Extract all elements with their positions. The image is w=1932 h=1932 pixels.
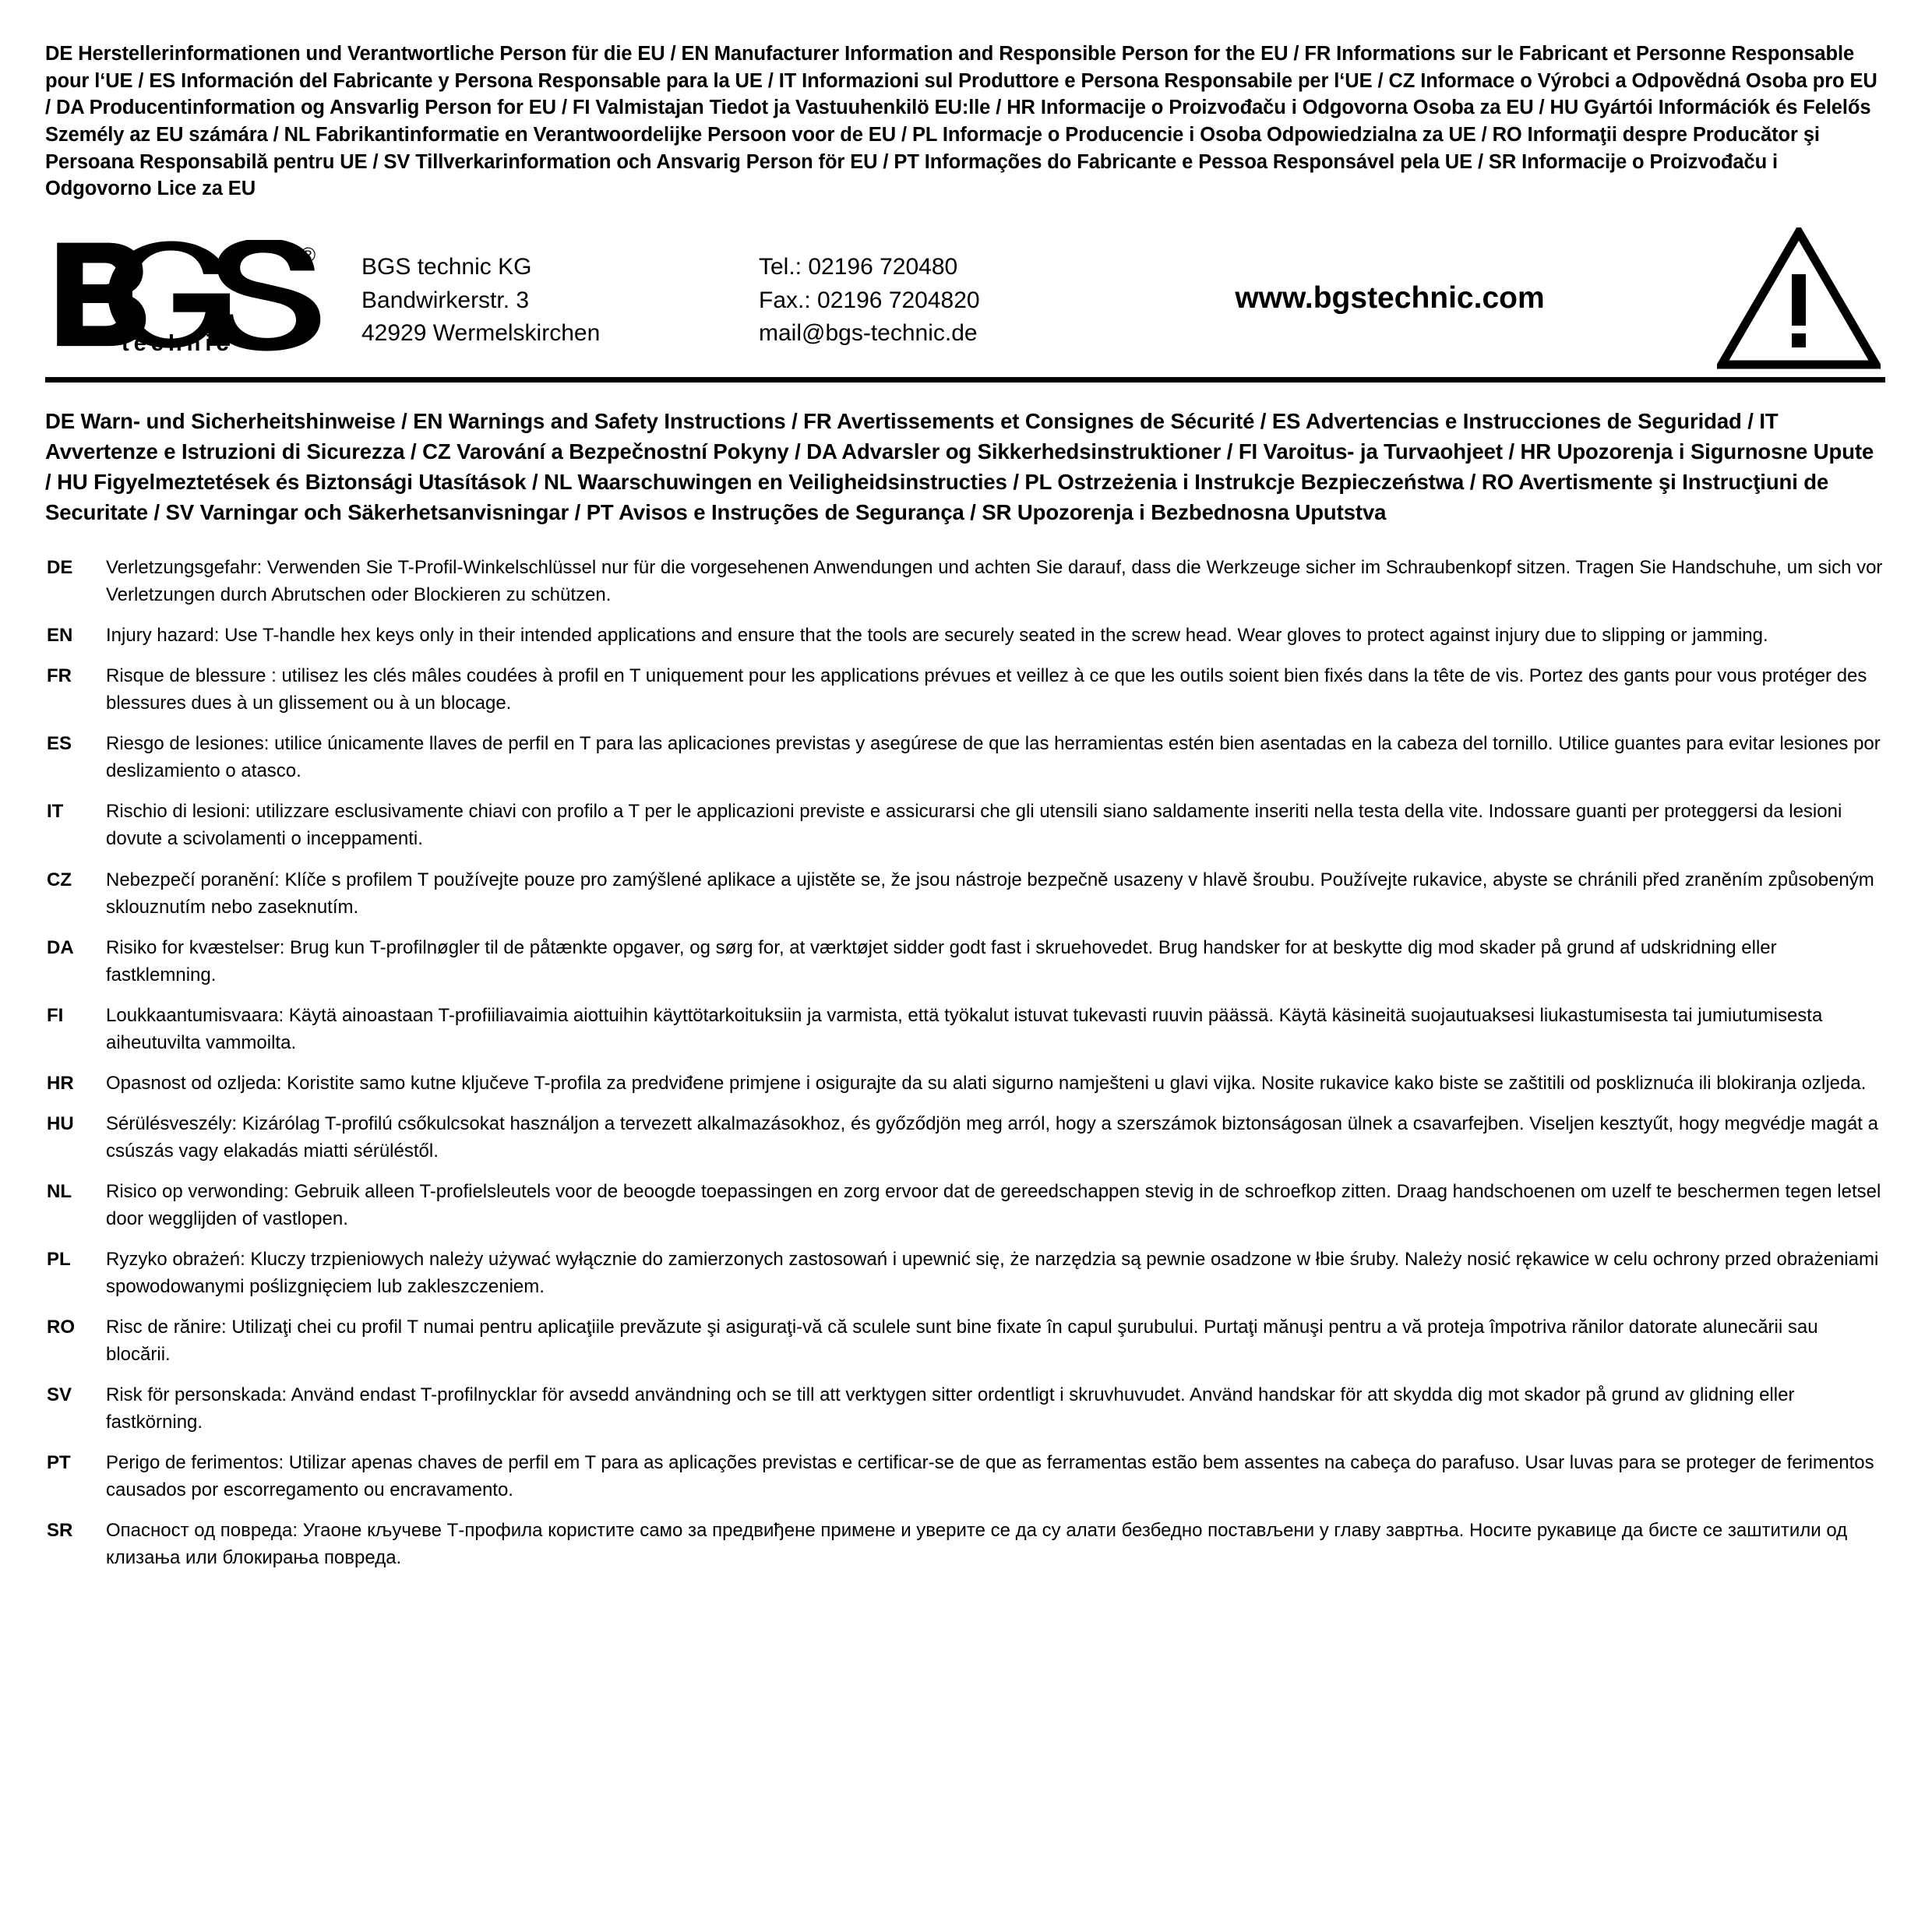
bgs-logo-svg <box>50 240 354 357</box>
company-tel: Tel.: 02196 720480 <box>759 254 958 280</box>
language-code: NL <box>47 1180 72 1202</box>
language-text: Risc de rănire: Utilizaţi chei cu profil T numai pentru aplicaţiile prevăzute şi asiguraţi-vă că sculele sunt bine fixate în capul şurubului. Purtaţi mănuşi pentru a vă proteja împotriva rănilor datorate alunecării sau blocării. <box>106 1316 1818 1365</box>
language-code: PL <box>47 1248 71 1270</box>
language-code: EN <box>47 625 73 647</box>
language-text: Опасност од повреда: Угаоне кључеве Т-профила користите само за предвиђене примене и уверите се да су алати безбедно постављени у главу завртња. Носите рукавице да бисте се заштитили од клизања или блокирања повреда. <box>106 1520 1848 1569</box>
language-code: HR <box>47 1072 74 1094</box>
language-code: FI <box>47 1004 64 1026</box>
language-code: RO <box>47 1316 75 1338</box>
language-text: Risiko for kvæstelser: Brug kun T-profilnøgler til de påtænkte opgaver, og sørg for, at værktøjet sidder godt fast i skruehovedet. Brug handsker for at beskytte dig mod skader på grund af udskridning eller fastklemning. <box>106 936 1777 985</box>
language-code: FR <box>47 665 72 687</box>
language-text: Verletzungsgefahr: Verwenden Sie T-Profil-Winkelschlüssel nur für die vorgesehenen Anwendungen und achten Sie darauf, dass die Werkzeuge sicher im Schraubenkopf sitzen. Tragen Sie Handschuhe, um sich vor Verletzungen durch Abrutschen oder Blockieren zu schützen. <box>106 557 1883 606</box>
language-text: Rischio di lesioni: utilizzare esclusivamente chiavi con profilo a T per le applicazioni previste e assicurarsi che gli utensili siano saldamente inseriti nella testa della vite. Indossare guanti per proteggersi da lesioni dovute a scivolamenti o inceppamenti. <box>106 801 1842 850</box>
company-fax: Fax.: 02196 7204820 <box>759 287 980 313</box>
warning-triangle <box>1701 227 1885 369</box>
company-city: 42929 Wermelskirchen <box>361 320 601 347</box>
language-text: Riesgo de lesiones: utilice únicamente llaves de perfil en T para las aplicaciones previstas y asegúrese de que las herramientas estén bien asentadas en la cabeza del tornillo. Utilice guantes para evitar lesiones por deslizamiento o atasco. <box>106 733 1881 782</box>
list-item <box>45 662 1885 717</box>
list-item <box>45 1070 1885 1097</box>
list-item <box>45 798 1885 852</box>
language-code: SV <box>47 1384 72 1405</box>
list-item <box>45 554 1885 608</box>
list-item <box>45 1381 1885 1436</box>
language-text: Risk för personskada: Använd endast T-profilnycklar för avsedd användning och se till att verktygen sitter ordentligt i skruvhuvudet. Använd handskar för att skydda dig mot skador på grund av glidning eller fastkörning. <box>106 1384 1795 1433</box>
language-code: DE <box>47 557 73 579</box>
company-info-band <box>45 223 1885 383</box>
language-text: Nebezpečí poranění: Klíče s profilem T používejte pouze pro zamýšlené aplikace a ujistěte se, že jsou nástroje bezpečně usazeny v hlavě šroubu. Používejte rukavice, abyste se chránili před zraněním způsobeným sklouznutím nebo zaseknutím. <box>106 869 1874 918</box>
warnings-heading: DE Warn- und Sicherheitshinweise / EN Warnings and Safety Instructions / FR Avertissements et Consignes de Sécurité / ES Advertencias e Instrucciones de Seguridad / IT Avvertenze e Istruzioni di Sicurezza / CZ Varování a Bezpečnostní Pokyny / DA Advarsler og Sikkerhedsinstruktioner / FI Varoitus- ja Turvaohjeet / HR Upozorenja i Sigurnosne Upute / HU Figyelmeztetések és Biztonsági Utasítások / NL Waarschuwingen en Veiligheidsinstructies / PL Ostrzeżenia i Instrukcje Bezpieczeństwa / RO Avertismente şi Instrucţiuni de Securitate / SV Varningar och Säkerhetsanvisningar / PT Avisos e Instruções de Segurança / SR Upozorenja i Bezbednosna Uputstva <box>45 409 1874 525</box>
language-text: Risque de blessure : utilisez les clés mâles coudées à profil en T uniquement pour les applications prévues et veillez à ce que les outils soient bien fixés dans la tête de vis. Portez des gants pour vous protéger des blessures dues à un glissement ou à un blocage. <box>106 665 1867 714</box>
language-code: PT <box>47 1452 71 1474</box>
language-text: Perigo de ferimentos: Utilizar apenas chaves de perfil em T para as aplicações previstas e certificar-se de que as ferramentas estão bem assentes na cabeça do parafuso. Usar luvas para se proteger de ferimentos causados por escorregamento ou encravamento. <box>106 1452 1874 1501</box>
list-item <box>45 1449 1885 1504</box>
language-code: ES <box>47 733 72 755</box>
registered-mark: ® <box>301 243 316 267</box>
list-item <box>45 622 1885 649</box>
language-text: Opasnost od ozljeda: Koristite samo kutne ključeve T-profila za predviđene primjene i osigurajte da su alati sigurno namješteni u glavi vijka. Nosite rukavice kako biste se zaštitili od poskliznuća ili blokiranja ozljeda. <box>106 1072 1867 1094</box>
list-item <box>45 1002 1885 1056</box>
manufacturer-info-heading: DE Herstellerinformationen und Verantwortliche Person für die EU / EN Manufacturer Information and Responsible Person for the EU / FR Informations sur le Fabricant et Personne Responsable pour l‘UE / ES Información del Fabricante y Persona Responsable para la UE / IT Informazioni sul Produttore e Persona Responsabile per l‘UE / CZ Informace o Výrobci a Odpovědná Osoba pro EU / DA Producentinformation og Ansvarlig Person for EU / FI Valmistajan Tiedot ja Vastuuhenkilö EU:lle / HR Informacije o Proizvođaču i Odgovorna Osoba za EU / HU Gyártói Információk és Felelős Személy az EU számára / NL Fabrikantinformatie en Verantwoordelijke Persoon voor de EU / PL Informacje o Producencie i Osoba Odpowiedzialna za UE / RO Informaţii despre Producător şi Persoana Responsabilă pentru UE / SV Tillverkarinformation och Ansvarig Person för EU / PT Informações do Fabricante e Pessoa Responsável pela UE / SR Informacije o Proizvođaču i Odgovorno Lice za EU <box>45 43 1877 200</box>
company-website: www.bgstechnic.com <box>1235 281 1545 316</box>
language-text: Risico op verwonding: Gebruik alleen T-profielsleutels voor de beoogde toepassingen en zorg ervoor dat de gereedschappen stevig in de schroefkop zitten. Draag handschoenen om uzelf te beschermen tegen letsel door wegglijden of vastlopen. <box>106 1180 1881 1229</box>
language-text: Injury hazard: Use T-handle hex keys only in their intended applications and ensure that the tools are securely seated in the screw head. Wear gloves to protect against injury due to slipping or jamming. <box>106 625 1768 647</box>
language-code: DA <box>47 936 74 958</box>
list-item <box>45 730 1885 784</box>
warning-triangle-icon <box>1717 227 1881 369</box>
company-email: mail@bgs-technic.de <box>759 320 978 347</box>
company-street: Bandwirkerstr. 3 <box>361 287 530 313</box>
company-contact <box>759 246 1125 351</box>
language-code: SR <box>47 1520 73 1542</box>
logo-subtext: technic <box>122 331 234 357</box>
company-name: BGS technic KG <box>361 254 532 280</box>
language-text: Ryzyko obrażeń: Kluczy trzpieniowych należy używać wyłącznie do zamierzonych zastosowań i upewnić się, że narzędzia są pewnie osadzone w łbie śruby. Należy nosić rękawice w celu ochrony przed obrażeniami spowodowanymi poślizgnięciem lub zakleszczeniem. <box>106 1248 1879 1297</box>
list-item <box>45 934 1885 989</box>
language-code: IT <box>47 801 64 823</box>
list-item <box>45 1178 1885 1232</box>
bgs-logo <box>45 240 361 357</box>
language-code: CZ <box>47 869 72 890</box>
list-item <box>45 1313 1885 1368</box>
language-instructions-list <box>45 554 1885 1571</box>
list-item <box>45 1517 1885 1571</box>
language-text: Sérülésveszély: Kizárólag T-profilú csőkulcsokat használjon a tervezett alkalmazásokhoz, és győződjön meg arról, hogy a szerszámok biztonságosan ülnek a csavarfejben. Viseljen kesztyűt, hogy megvédje magát a csúszás vagy elakadás miatti sérüléstől. <box>106 1112 1878 1162</box>
list-item <box>45 866 1885 921</box>
language-text: Loukkaantumisvaara: Käytä ainoastaan T-profiiliavaimia aiottuihin käyttötarkoituksiin ja varmista, että työkalut istuvat tukevasti ruuvin päässä. Käytä käsineitä suojautuaksesi liukastumisesta tai jumiutumisesta aiheutuvilta vammoilta. <box>106 1004 1823 1053</box>
list-item <box>45 1246 1885 1300</box>
company-address <box>361 246 759 351</box>
language-code: HU <box>47 1112 74 1134</box>
list-item <box>45 1110 1885 1165</box>
